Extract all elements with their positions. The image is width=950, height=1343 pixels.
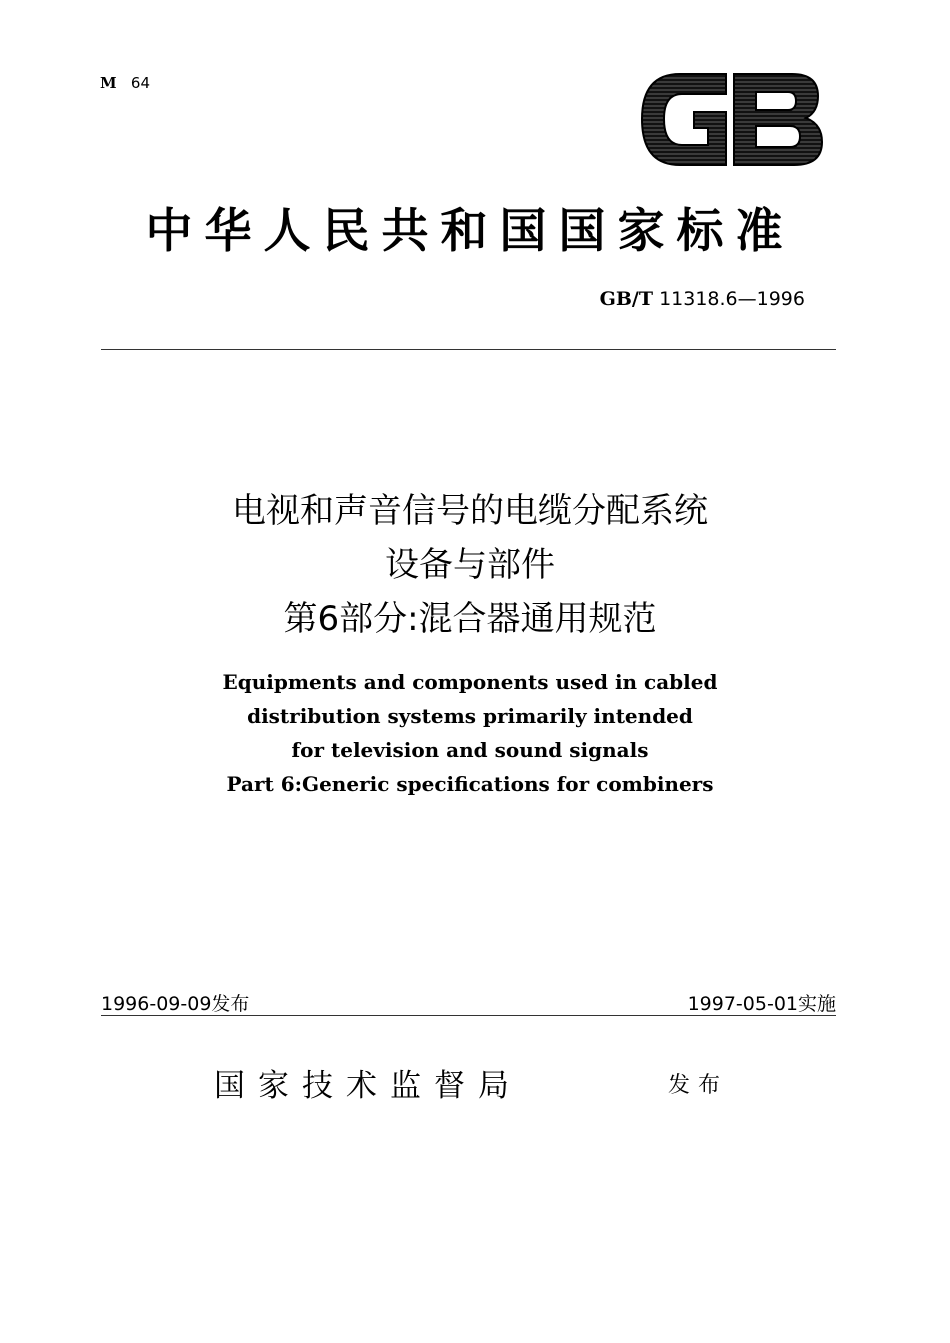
title-en-line-1: Equipments and components used in cabled bbox=[222, 670, 718, 694]
title-en-line-4: Part 6:Generic specifications for combiners bbox=[226, 772, 714, 796]
effective-date: 1997-05-01实施 bbox=[687, 993, 836, 1015]
standard-number bbox=[560, 288, 805, 310]
title-en-line-3: for television and sound signals bbox=[291, 738, 649, 762]
publisher-name: 国家技术监督局 bbox=[214, 1068, 522, 1104]
title-cn-line-2: 设备与部件 bbox=[385, 545, 555, 585]
gb-logo bbox=[638, 68, 824, 171]
national-standard-title: 中华人民共和国国家标准 bbox=[145, 204, 795, 259]
classification-number: 64 bbox=[130, 74, 151, 92]
classification-code bbox=[100, 74, 150, 92]
top-divider bbox=[101, 349, 836, 350]
issue-date: 1996-09-09发布 bbox=[101, 993, 250, 1015]
classification-letter: M bbox=[100, 74, 117, 92]
title-cn-line-3: 第6部分:混合器通用规范 bbox=[283, 599, 657, 639]
standard-number-prefix: GB/T bbox=[599, 288, 654, 310]
publisher-action: 发布 bbox=[668, 1073, 729, 1098]
title-en-line-2: distribution systems primarily intended bbox=[247, 704, 693, 728]
bottom-divider bbox=[101, 1015, 836, 1016]
title-cn-line-1: 电视和声音信号的电缆分配系统 bbox=[232, 491, 708, 531]
standard-number-value: 11318.6—1996 bbox=[659, 288, 805, 310]
